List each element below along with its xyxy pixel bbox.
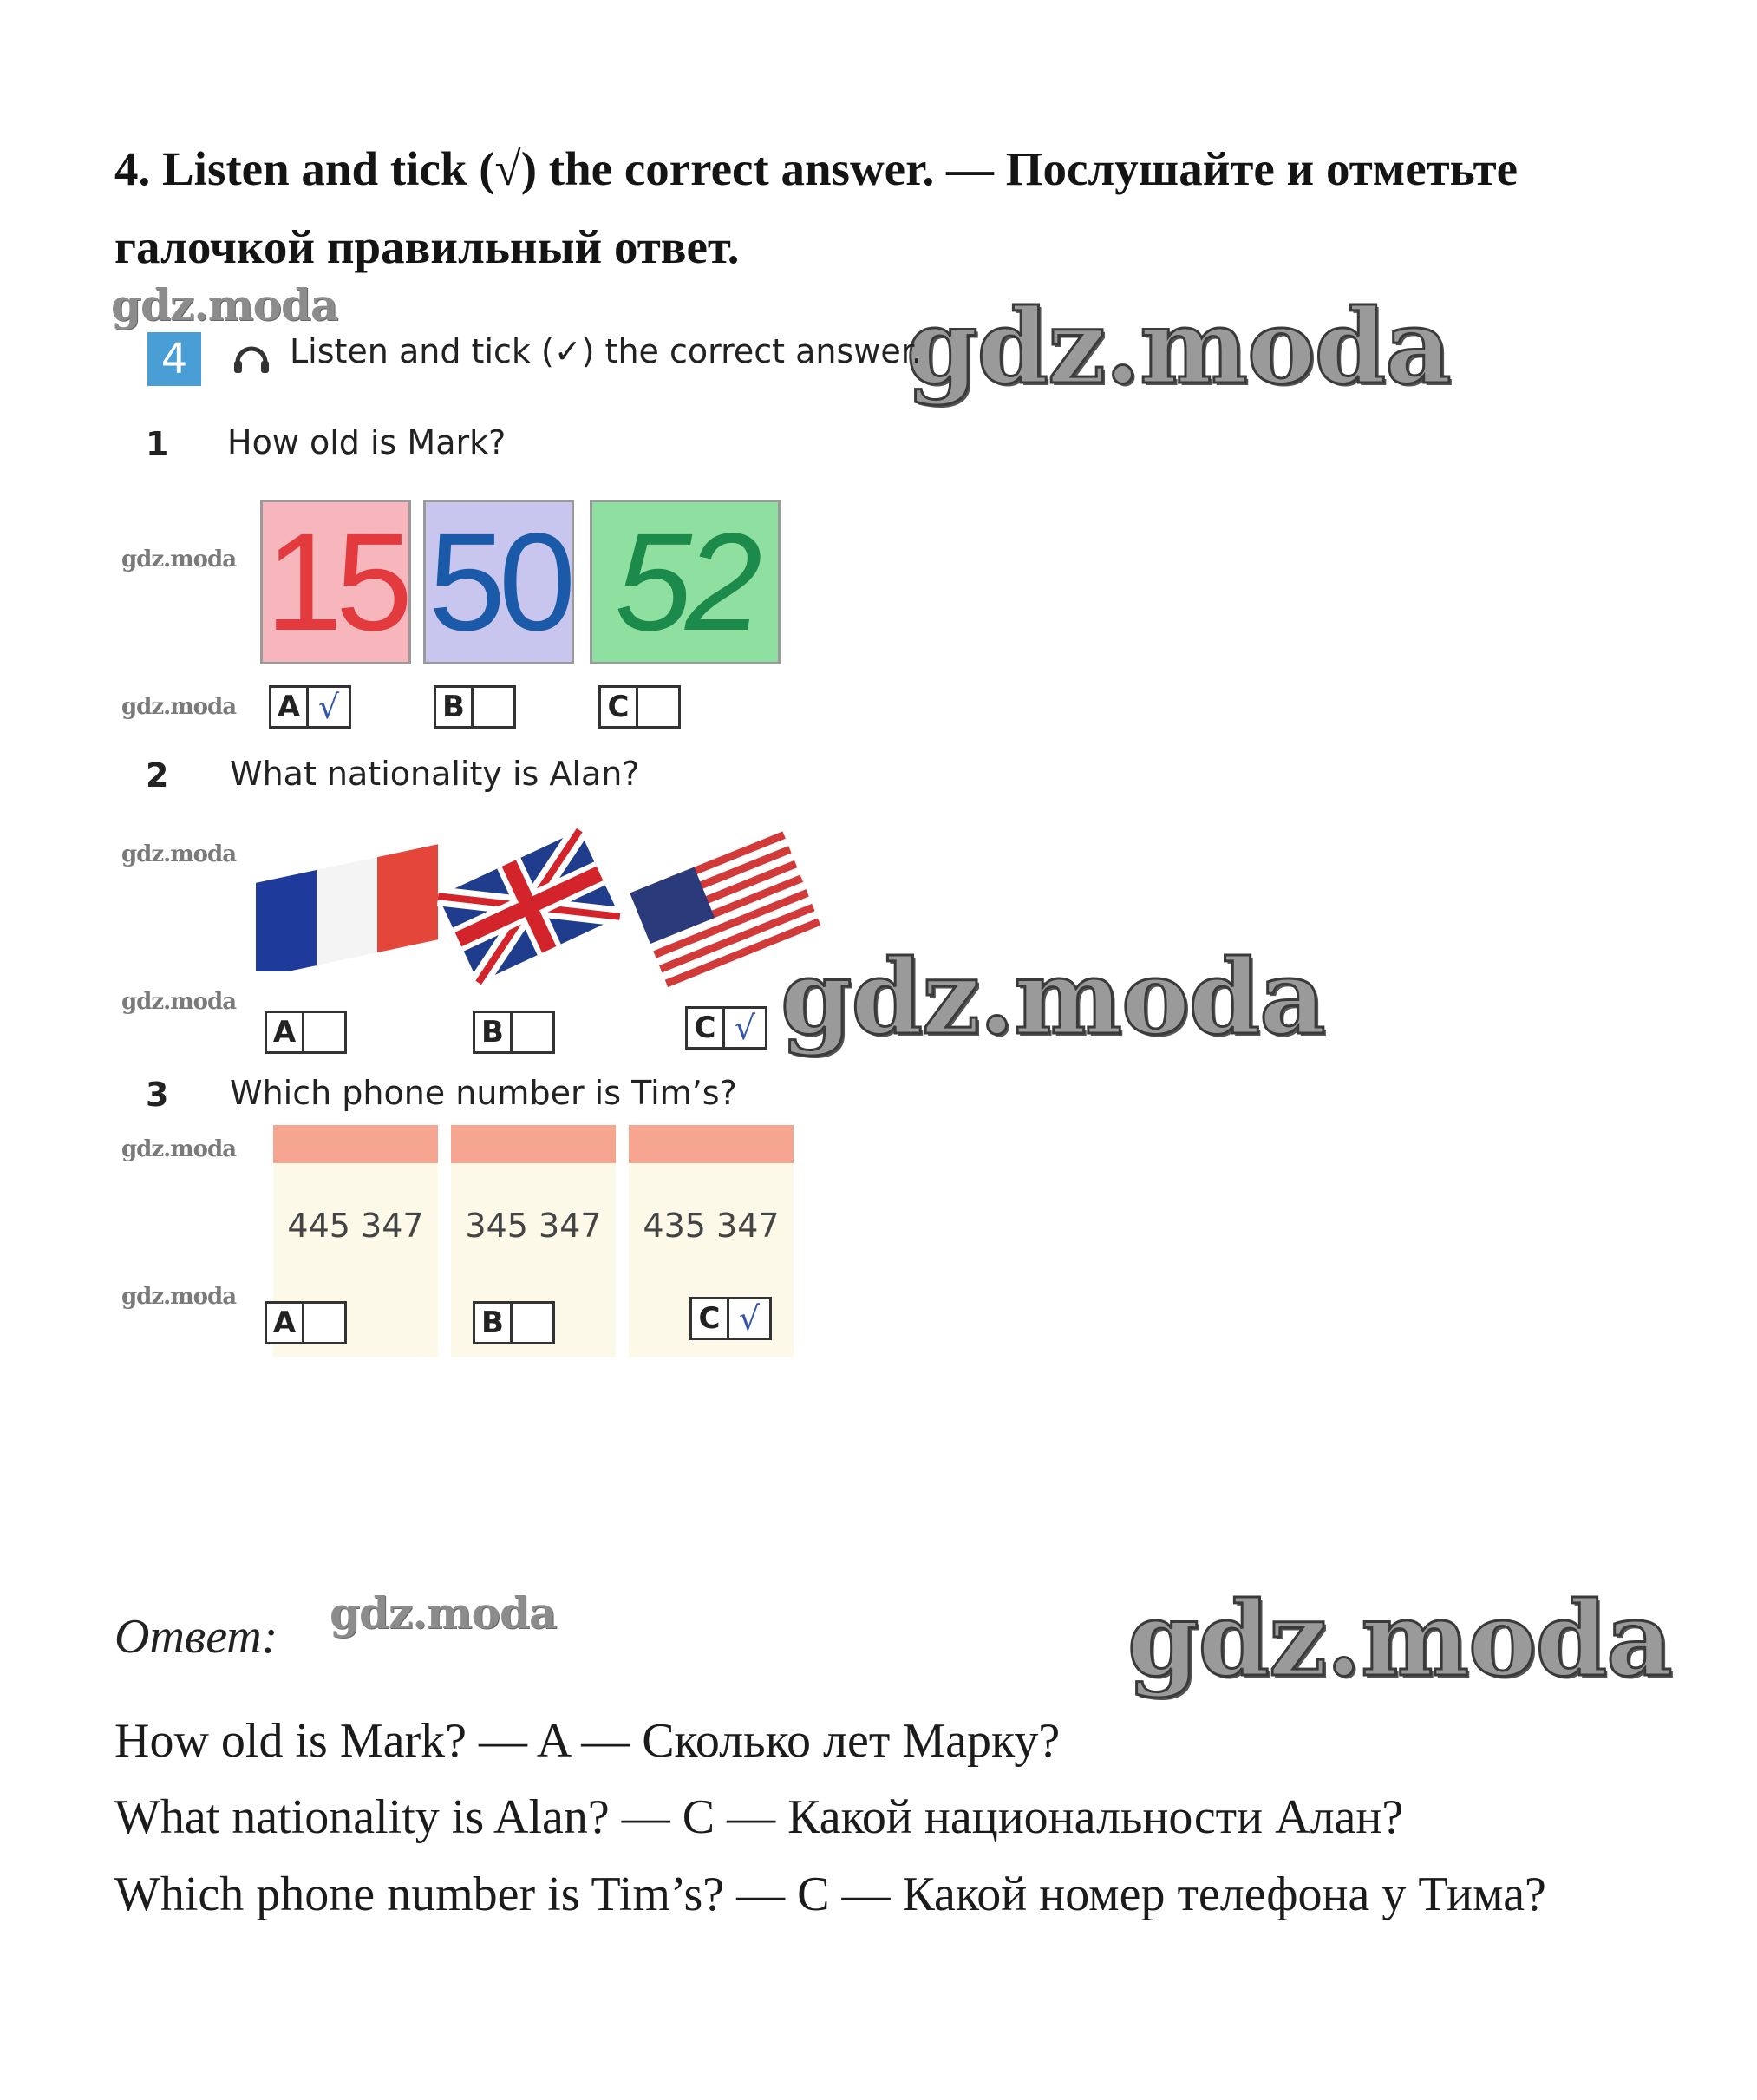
exercise-title: Listen and tick (✓) the correct answer.	[290, 332, 922, 370]
question-2-text: What nationality is Alan?	[230, 755, 640, 793]
answer-letter: B	[436, 688, 474, 726]
question-1-text: How old is Mark?	[227, 423, 506, 461]
usa-flag-icon	[624, 824, 824, 989]
answer-box-c[interactable]	[689, 1297, 772, 1340]
uk-flag-icon	[434, 824, 624, 989]
answer-line-1: How old is Mark? — A — Сколько лет Марку?	[114, 1714, 1061, 1768]
tick-mark	[304, 1304, 344, 1342]
option-card-50: 50	[423, 500, 574, 664]
question-3-text: Which phone number is Tim’s?	[230, 1074, 737, 1112]
phone-number: 435 347	[643, 1207, 780, 1245]
answer-line-3: Which phone number is Tim’s? — C — Какой номер телефона у Тима?	[114, 1868, 1546, 1921]
tick-mark	[513, 1304, 552, 1342]
answer-box-b[interactable]	[434, 685, 516, 729]
answer-letter: A	[271, 688, 309, 726]
tick-mark: √	[734, 1009, 756, 1047]
watermark-large: gdz.moda	[1127, 1579, 1672, 1699]
watermark-small: gdz.moda	[121, 1136, 237, 1162]
question-1-number: 1	[146, 425, 169, 463]
answer-letter: B	[475, 1013, 513, 1051]
answer-label: Ответ:	[114, 1610, 278, 1664]
heading-line-2: галочкой правильный ответ.	[114, 220, 740, 273]
answer-letter: B	[475, 1304, 513, 1342]
answer-line-2: What nationality is Alan? — C — Какой национальности Алан?	[114, 1790, 1404, 1844]
watermark-small: gdz.moda	[121, 1284, 237, 1310]
page-heading	[114, 130, 1658, 286]
answer-letter: A	[267, 1013, 304, 1051]
watermark: gdz.moda	[111, 279, 338, 330]
tick-mark	[513, 1013, 552, 1051]
watermark-large: gdz.moda	[906, 286, 1451, 407]
tick-mark: √	[738, 1299, 761, 1338]
france-flag-icon	[247, 815, 447, 971]
watermark: gdz.moda	[330, 1587, 557, 1639]
phone-number: 345 347	[465, 1207, 602, 1245]
answer-letter: A	[267, 1304, 304, 1342]
watermark-small: gdz.moda	[121, 989, 237, 1015]
tick-mark	[638, 688, 678, 726]
answer-box-b[interactable]	[473, 1301, 555, 1344]
option-card-52: 52	[590, 500, 781, 664]
phone-number: 445 347	[287, 1207, 424, 1245]
answer-box-c[interactable]	[685, 1006, 767, 1050]
headphones-icon	[231, 337, 272, 378]
question-2-number: 2	[146, 756, 169, 795]
answer-letter: C	[601, 688, 638, 726]
answer-box-a[interactable]	[265, 1301, 347, 1344]
answer-box-b[interactable]	[473, 1011, 555, 1054]
heading-line-1: 4. Listen and tick (√) the correct answer. — Послушайте и отметьте	[114, 142, 1519, 195]
watermark-small: gdz.moda	[121, 546, 237, 572]
tick-mark: √	[317, 688, 340, 726]
question-3-number: 3	[146, 1076, 169, 1114]
answer-box-c[interactable]	[598, 685, 681, 729]
tick-mark	[474, 688, 513, 726]
answer-letter: C	[692, 1299, 729, 1338]
answer-letter: C	[688, 1009, 725, 1047]
option-card-15: 15	[260, 500, 411, 664]
watermark-small: gdz.moda	[121, 694, 237, 720]
exercise-number-badge: 4	[147, 332, 201, 386]
tick-mark	[304, 1013, 344, 1051]
answer-box-a[interactable]	[269, 685, 351, 729]
answer-box-a[interactable]	[265, 1011, 347, 1054]
watermark-small: gdz.moda	[121, 841, 237, 867]
watermark-large: gdz.moda	[781, 937, 1325, 1057]
